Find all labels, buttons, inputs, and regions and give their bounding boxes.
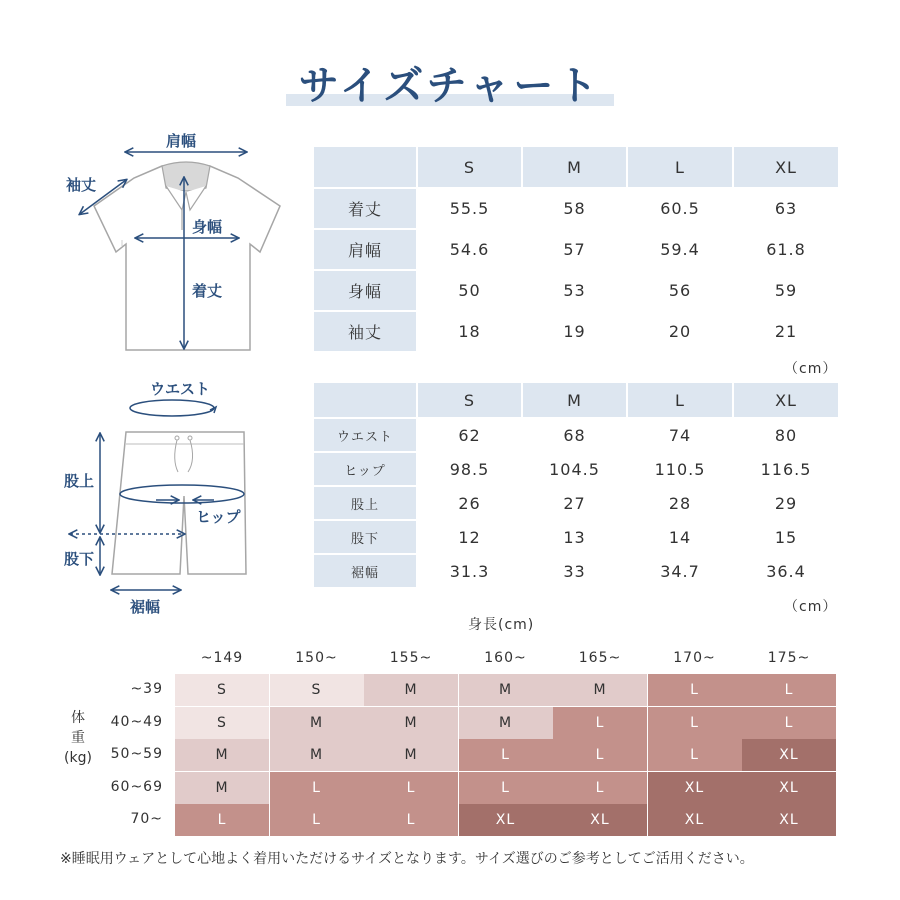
size-header: L <box>627 146 733 188</box>
size-header: L <box>627 382 733 418</box>
shirt-illustration <box>60 128 290 360</box>
size-guide-cell: L <box>459 772 553 804</box>
table-cell: 56 <box>627 270 733 311</box>
row-header: 袖丈 <box>313 311 417 352</box>
hem-label: 裾幅 <box>130 598 161 616</box>
row-header: 着丈 <box>313 188 417 229</box>
row-header: ヒップ <box>313 452 417 486</box>
page-title: サイズチャート <box>298 63 602 109</box>
size-guide-cell: L <box>553 772 647 804</box>
weight-axis-label-line: 体 <box>71 710 85 726</box>
length-label: 着丈 <box>192 282 223 300</box>
table-cell: 27 <box>522 486 627 520</box>
size-header: S <box>417 146 522 188</box>
table-row <box>313 229 839 270</box>
table-cell: 18 <box>417 311 522 352</box>
weight-axis-label-line: (kg) <box>64 750 92 766</box>
size-guide-cell: L <box>742 674 836 706</box>
table-cell: 33 <box>522 554 627 588</box>
size-guide-cell: L <box>648 739 742 771</box>
table-cell: 60.5 <box>627 188 733 229</box>
corner-cell <box>313 382 417 418</box>
size-header: XL <box>733 146 839 188</box>
size-guide-cell: M <box>364 739 458 771</box>
table-row <box>313 486 839 520</box>
table-cell: 12 <box>417 520 522 554</box>
weight-range-header: 50~59 <box>110 746 163 762</box>
row-header: ウエスト <box>313 418 417 452</box>
size-guide-cell: L <box>648 674 742 706</box>
size-guide-cell: M <box>364 707 458 739</box>
table-row <box>313 452 839 486</box>
table-cell: 26 <box>417 486 522 520</box>
table-header-row <box>313 146 839 188</box>
table-cell: 20 <box>627 311 733 352</box>
table-cell: 31.3 <box>417 554 522 588</box>
size-guide-cell: L <box>648 707 742 739</box>
height-range-header: 155~ <box>389 650 433 666</box>
table-cell: 59 <box>733 270 839 311</box>
table-cell: 62 <box>417 418 522 452</box>
row-header: 股上 <box>313 486 417 520</box>
height-axis-label: 身長(cm) <box>468 617 535 633</box>
size-guide-cell: XL <box>742 804 836 836</box>
size-guide-cell: L <box>175 804 269 836</box>
size-guide-cell: L <box>364 804 458 836</box>
size-guide-cell: XL <box>648 772 742 804</box>
title-block <box>286 48 614 110</box>
size-guide-cell: M <box>459 674 553 706</box>
table-row <box>313 520 839 554</box>
weight-range-header: ~39 <box>130 681 163 697</box>
row-header: 身幅 <box>313 270 417 311</box>
size-guide-cell: M <box>175 772 269 804</box>
table-cell: 74 <box>627 418 733 452</box>
size-header: M <box>522 146 627 188</box>
bottom-table-unit: （cm） <box>784 599 838 615</box>
weight-range-header: 60~69 <box>110 778 163 795</box>
sleeve-label: 袖丈 <box>66 176 97 194</box>
size-guide-cell: L <box>742 707 836 739</box>
weight-axis-label-line: 重 <box>71 730 85 746</box>
table-cell: 55.5 <box>417 188 522 229</box>
table-row <box>313 311 839 352</box>
size-guide-cell: S <box>175 707 269 739</box>
table-row <box>313 188 839 229</box>
table-cell: 104.5 <box>522 452 627 486</box>
row-header: 肩幅 <box>313 229 417 270</box>
top-size-table <box>312 145 840 353</box>
shirt-figure <box>60 128 290 360</box>
table-header-row <box>313 382 839 418</box>
chest-label: 身幅 <box>192 218 223 236</box>
row-header: 裾幅 <box>313 554 417 588</box>
weight-range-header: 70~ <box>130 811 163 827</box>
rise-label: 股上 <box>64 472 95 490</box>
size-guide-cell: L <box>553 739 647 771</box>
table-cell: 19 <box>522 311 627 352</box>
size-header: XL <box>733 382 839 418</box>
waist-label: ウエスト <box>150 380 211 398</box>
size-guide-cell: M <box>459 707 553 739</box>
height-range-header: 165~ <box>578 650 622 666</box>
height-range-header: 160~ <box>484 650 527 666</box>
size-guide-cell: L <box>270 772 364 804</box>
top-table-unit: （cm） <box>784 361 838 377</box>
size-guide-cell: L <box>553 707 647 739</box>
size-guide-cell: XL <box>459 804 553 836</box>
table-cell: 57 <box>522 229 627 270</box>
height-range-header: 150~ <box>295 650 338 666</box>
table-cell: 50 <box>417 270 522 311</box>
table-cell: 14 <box>627 520 733 554</box>
table-cell: 58 <box>522 188 627 229</box>
shoulder-label: 肩幅 <box>166 132 197 150</box>
table-cell: 54.6 <box>417 229 522 270</box>
shorts-illustration <box>60 376 290 622</box>
table-cell: 110.5 <box>627 452 733 486</box>
footnote: ※睡眠用ウェアとして心地よく着用いただけるサイズとなります。サイズ選びのご参考としてご活用ください。 <box>60 851 754 867</box>
size-header: M <box>522 382 627 418</box>
size-guide-cell: M <box>364 674 458 706</box>
table-cell: 36.4 <box>733 554 839 588</box>
inseam-label: 股下 <box>64 550 95 568</box>
table-cell: 13 <box>522 520 627 554</box>
height-range-header: 170~ <box>673 650 716 666</box>
table-cell: 98.5 <box>417 452 522 486</box>
size-guide-cell: M <box>175 739 269 771</box>
size-guide-cell: M <box>270 739 364 771</box>
weight-axis-label <box>58 708 98 768</box>
size-guide-cell: M <box>553 674 647 706</box>
table-cell: 80 <box>733 418 839 452</box>
bottom-size-table <box>312 381 840 589</box>
size-guide-cell: S <box>270 674 364 706</box>
table-cell: 116.5 <box>733 452 839 486</box>
table-cell: 68 <box>522 418 627 452</box>
size-guide-cell: L <box>364 772 458 804</box>
size-guide-cell: XL <box>742 739 836 771</box>
table-row <box>313 554 839 588</box>
size-guide-cell: XL <box>553 804 647 836</box>
table-cell: 15 <box>733 520 839 554</box>
size-guide-cell: XL <box>648 804 742 836</box>
table-cell: 34.7 <box>627 554 733 588</box>
height-range-header: 175~ <box>767 650 811 666</box>
weight-range-header: 40~49 <box>110 713 163 730</box>
table-row <box>313 270 839 311</box>
table-row <box>313 418 839 452</box>
hip-label: ヒップ <box>196 508 241 526</box>
table-cell: 28 <box>627 486 733 520</box>
table-cell: 53 <box>522 270 627 311</box>
corner-cell <box>313 146 417 188</box>
table-cell: 63 <box>733 188 839 229</box>
size-guide-cell: S <box>175 674 269 706</box>
size-guide-cell: XL <box>742 772 836 804</box>
table-cell: 29 <box>733 486 839 520</box>
table-cell: 61.8 <box>733 229 839 270</box>
size-guide-cell: M <box>270 707 364 739</box>
table-cell: 21 <box>733 311 839 352</box>
size-guide-cell: L <box>459 739 553 771</box>
shorts-figure <box>60 376 290 622</box>
row-header: 股下 <box>313 520 417 554</box>
size-header: S <box>417 382 522 418</box>
table-cell: 59.4 <box>627 229 733 270</box>
size-guide-cell: L <box>270 804 364 836</box>
height-range-header: ~149 <box>200 650 244 666</box>
